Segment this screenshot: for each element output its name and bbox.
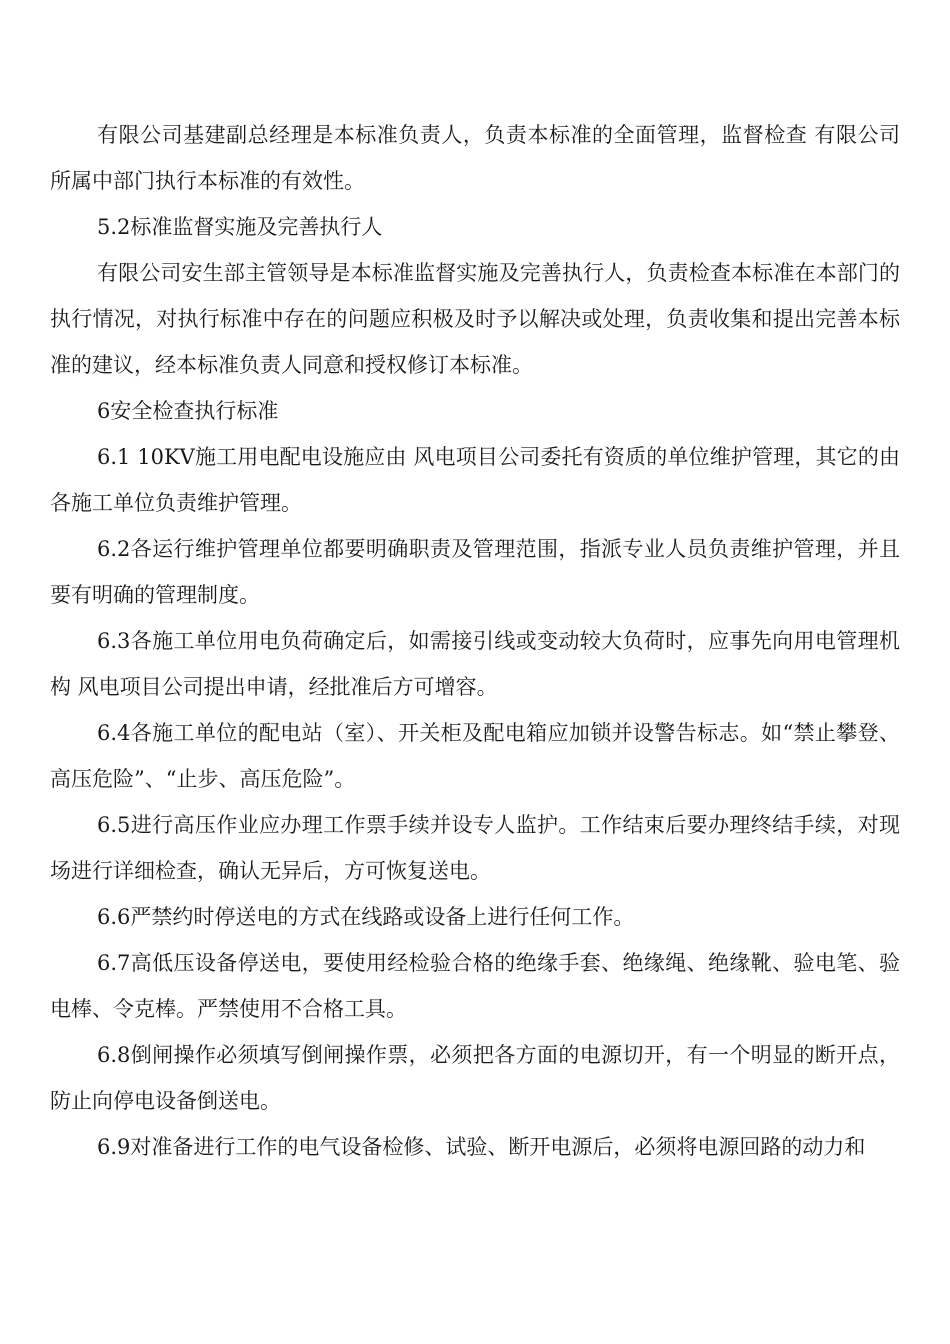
- document-body: [50, 112, 900, 1170]
- paragraph-6-9: 6.9对准备进行工作的电气设备检修、试验、断开电源后，必须将电源回路的动力和: [97, 1135, 866, 1159]
- paragraph-responsible-person: 有限公司基建副总经理是本标准负责人，负责本标准的全面管理，监督检查 有限公司所属中部门执行本标准的有效性。: [50, 123, 901, 193]
- paragraph-6-4: 6.4各施工单位的配电站（室）、开关柜及配电箱应加锁并设警告标志。如“禁止攀登、高压危险”、“止步、高压危险”。: [50, 721, 900, 791]
- heading-6: 6安全检查执行标准: [97, 399, 279, 423]
- paragraph-6-1: 6.1 10KV施工用电配电设施应由 风电项目公司委托有资质的单位维护管理，其它的由各施工单位负责维护管理。: [50, 445, 900, 515]
- paragraph-6-6: 6.6严禁约时停送电的方式在线路或设备上进行任何工作。: [97, 905, 635, 929]
- paragraph-6-8: 6.8倒闸操作必须填写倒闸操作票，必须把各方面的电源切开，有一个明显的断开点，防止向停电设备倒送电。: [50, 1043, 900, 1113]
- paragraph-6-5: 6.5进行高压作业应办理工作票手续并设专人监护。工作结束后要办理终结手续，对现场进行详细检查，确认无异后，方可恢复送电。: [50, 813, 900, 883]
- paragraph-supervision-executor: 有限公司安生部主管领导是本标准监督实施及完善执行人，负责检查本标准在本部门的执行情况，对执行标准中存在的问题应积极及时予以解决或处理，负责收集和提出完善本标准的建议，经本标准负责人同意和授权修订本标准。: [50, 261, 900, 377]
- paragraph-6-3: 6.3各施工单位用电负荷确定后，如需接引线或变动较大负荷时，应事先向用电管理机构 风电项目公司提出申请，经批准后方可增容。: [50, 629, 900, 699]
- paragraph-6-7: 6.7高低压设备停送电，要使用经检验合格的绝缘手套、绝缘绳、绝缘靴、验电笔、验电棒、令克棒。严禁使用不合格工具。: [50, 951, 900, 1021]
- paragraph-6-2: 6.2各运行维护管理单位都要明确职责及管理范围，指派专业人员负责维护管理，并且要有明确的管理制度。: [50, 537, 900, 607]
- heading-5-2: 5.2标准监督实施及完善执行人: [97, 215, 383, 239]
